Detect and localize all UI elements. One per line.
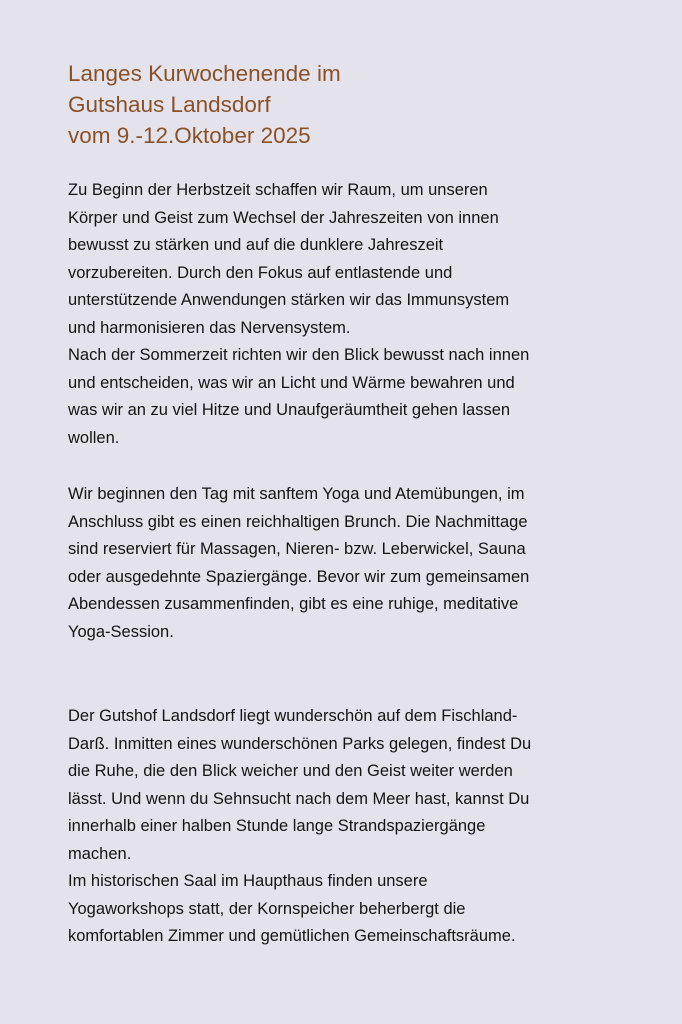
text-line: die Ruhe, die den Blick weicher und den Geist weiter werden xyxy=(68,762,513,780)
page-title xyxy=(68,58,648,151)
text-line: bewusst zu stärken und auf die dunklere Jahreszeit xyxy=(68,236,444,254)
intro-paragraph xyxy=(68,177,638,452)
title-line: Gutshaus Landsdorf xyxy=(68,92,271,117)
text-line: Der Gutshof Landsdorf liegt wunderschön auf dem Fischland- xyxy=(68,707,518,725)
text-line: Yogaworkshops statt, der Kornspeicher beherbergt die xyxy=(68,899,466,918)
text-line: vorzubereiten. Durch den Fokus auf entlastende und xyxy=(68,263,453,282)
text-line: Körper und Geist zum Wechsel der Jahreszeiten von innen xyxy=(68,208,499,227)
text-line: Zu Beginn der Herbstzeit schaffen wir Raum, um unseren xyxy=(68,181,488,199)
title-line: Langes Kurwochenende im xyxy=(68,61,341,86)
text-line: innerhalb einer halben Stunde lange Strandspaziergänge xyxy=(68,817,486,835)
title-line: vom 9.-12.Oktober 2025 xyxy=(68,123,311,148)
daily-schedule-paragraph xyxy=(68,481,638,646)
text-line: oder ausgedehnte Spaziergänge. Bevor wir zum gemeinsamen xyxy=(68,567,530,586)
text-line: unterstützende Anwendungen stärken wir das Immunsystem xyxy=(68,291,510,309)
text-line: Darß. Inmitten eines wunderschönen Parks gelegen, findest Du xyxy=(68,734,532,753)
text-line: Yoga-Session. xyxy=(68,622,174,641)
location-paragraph xyxy=(68,703,638,951)
text-line: Anschluss gibt es einen reichhaltigen Brunch. Die Nachmittage xyxy=(68,512,528,531)
text-line: Wir beginnen den Tag mit sanftem Yoga und Atemübungen, im xyxy=(68,485,525,503)
text-line: komfortablen Zimmer und gemütlichen Gemeinschaftsräume. xyxy=(68,927,516,945)
text-line: machen. xyxy=(68,844,132,863)
text-line: sind reserviert für Massagen, Nieren- bzw. Leberwickel, Sauna xyxy=(68,540,526,558)
text-line: und harmonisieren das Nervensystem. xyxy=(68,318,351,337)
text-line: lässt. Und wenn du Sehnsucht nach dem Meer hast, kannst Du xyxy=(68,789,530,808)
text-line: Im historischen Saal im Haupthaus finden unsere xyxy=(68,872,428,890)
text-line: und entscheiden, was wir an Licht und Wärme bewahren und xyxy=(68,373,515,392)
text-line: wollen. xyxy=(68,428,120,447)
text-line: was wir an zu viel Hitze und Unaufgeräumtheit gehen lassen xyxy=(68,401,511,419)
text-line: Nach der Sommerzeit richten wir den Blick bewusst nach innen xyxy=(68,346,530,364)
text-line: Abendessen zusammenfinden, gibt es eine ruhige, meditative xyxy=(68,595,519,613)
